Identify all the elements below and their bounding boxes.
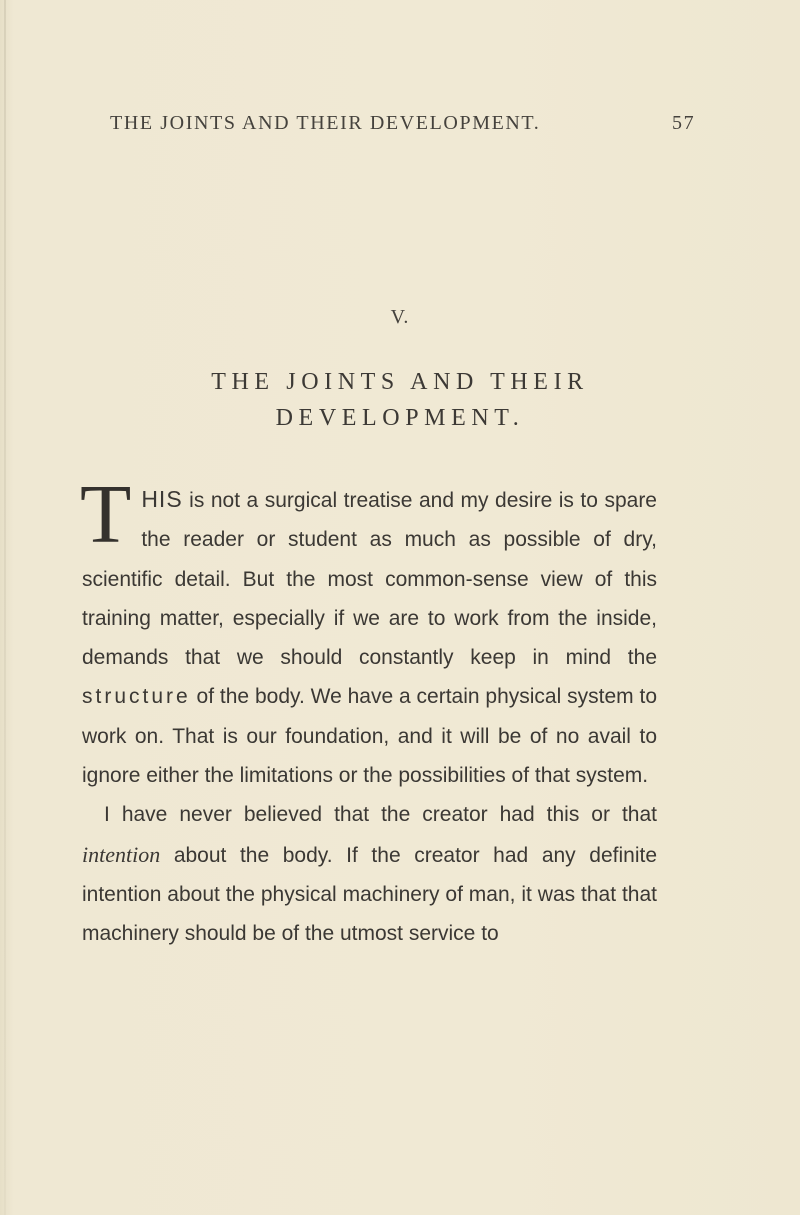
- opening-word: HIS: [141, 486, 183, 512]
- paragraph-1: [80, 468, 657, 795]
- chapter-title-line-1: THE JOINTS AND THEIR: [211, 369, 589, 395]
- page-number: 57: [672, 112, 696, 134]
- chapter-number: V.: [390, 306, 410, 328]
- paragraph-2-text-a: I have never believed that the creator had this or that: [104, 803, 657, 827]
- running-head-title: THE JOINTS AND THEIR DEVELOPMENT.: [110, 112, 541, 134]
- body-text: [80, 468, 657, 954]
- running-head: [110, 112, 710, 135]
- paragraph-2: [82, 795, 657, 953]
- paragraph-1-text-a: is not a surgical treatise and my desire is to spare the reader or student as much as possible of dry, scientific detail. But the most common-sense view of this training matter, especially if we are to work from the inside, demands that we should constantly keep in mind the: [82, 489, 657, 670]
- paragraph-2-text-b: about the body. If the creator had any definite intention about the physical machinery of man, it was that that machinery should be of the utmost service to: [82, 843, 657, 946]
- chapter-title: [0, 364, 800, 436]
- paragraph-1-text-b: of the body. We have a certain physical system to work on. That is our foundation, and it will be of no avail to ignore either the limitations or the possibilities of that system.: [82, 685, 657, 788]
- emphasis-intention: intention: [82, 841, 161, 867]
- emphasis-structure: structure: [82, 685, 191, 709]
- binding-gutter: [4, 0, 6, 1215]
- drop-cap: T: [80, 468, 132, 561]
- chapter-title-line-2: DEVELOPMENT.: [275, 405, 525, 431]
